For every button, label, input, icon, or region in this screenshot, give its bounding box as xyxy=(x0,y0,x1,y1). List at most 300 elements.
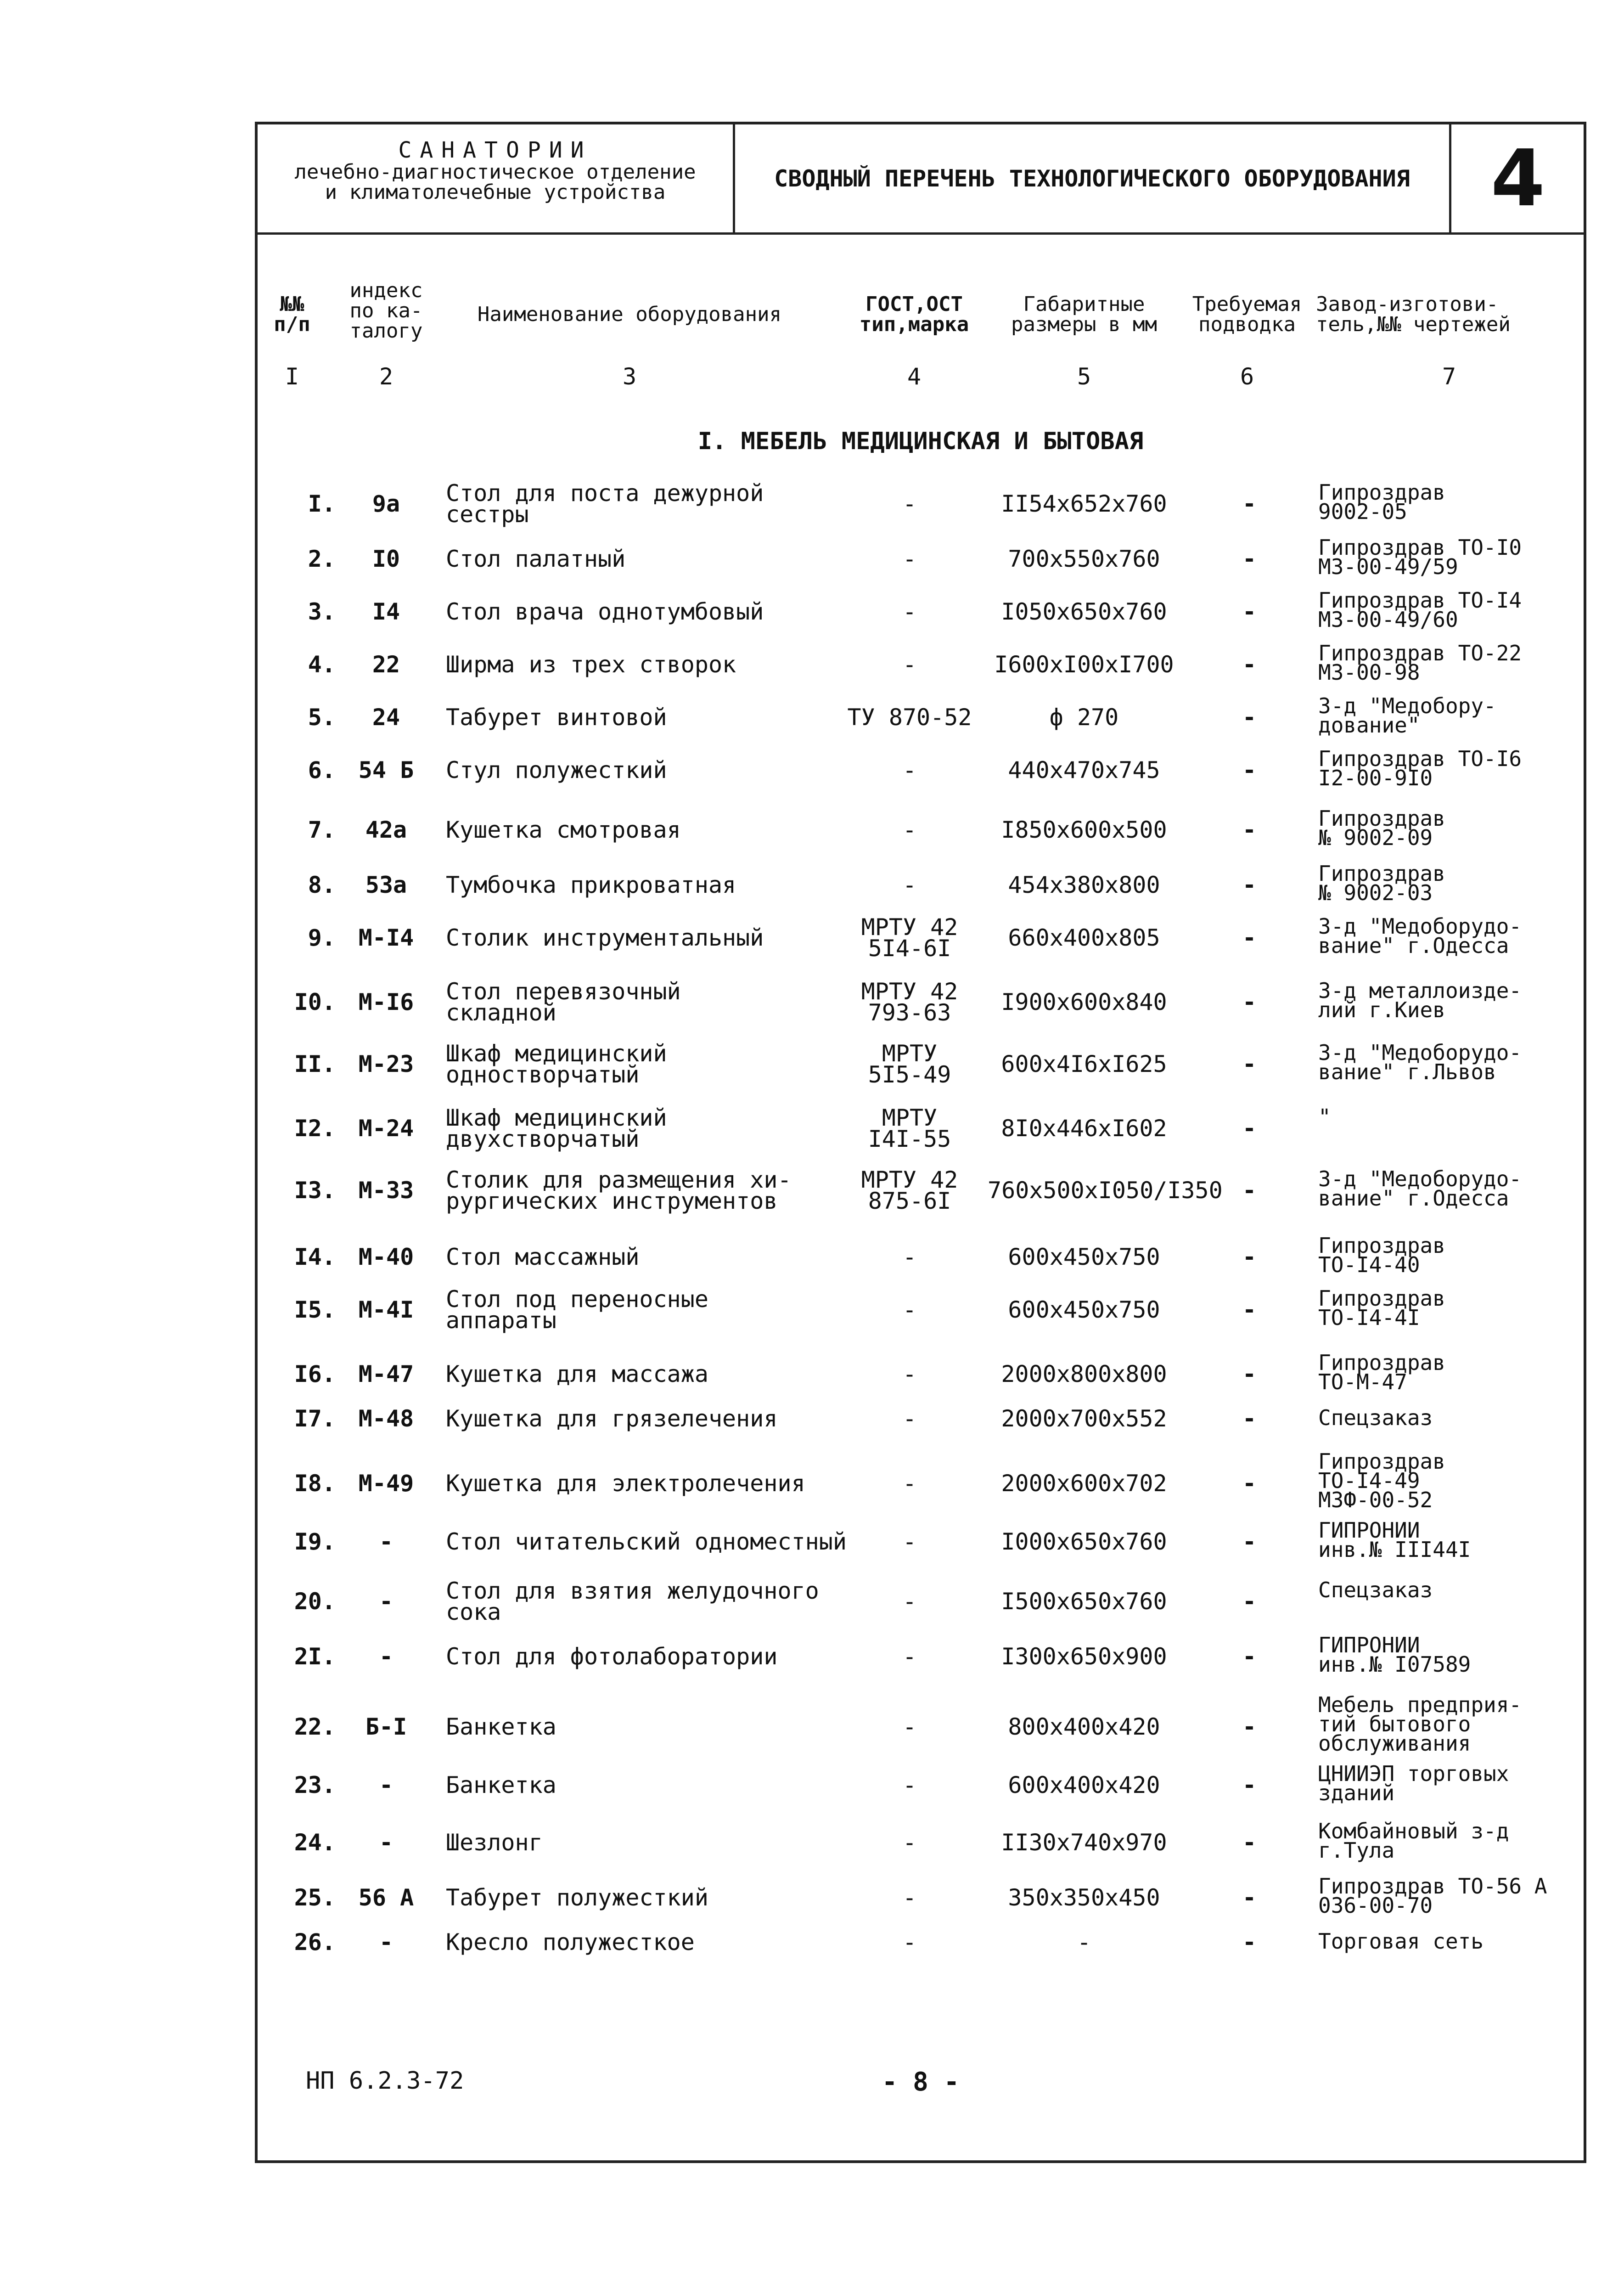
row-gost xyxy=(845,874,974,896)
row-maker-line: З-д "Медоборудо- xyxy=(1318,1167,1522,1191)
row-gost xyxy=(845,1470,974,1497)
row-maker-line: I2-00-9I0 xyxy=(1318,766,1433,790)
row-number-line: I7. xyxy=(294,1405,336,1432)
row-gost-line: 5I4-6I xyxy=(868,935,951,962)
row-name xyxy=(446,1643,841,1670)
row-gost xyxy=(845,1588,974,1615)
row-maker xyxy=(1318,1929,1575,1954)
row-name xyxy=(446,1286,841,1334)
row-supply xyxy=(1190,1405,1309,1432)
row-number-line: 24. xyxy=(294,1829,336,1856)
row-name-line: сока xyxy=(446,1599,501,1625)
col-header-supply xyxy=(1180,294,1314,335)
row-size xyxy=(988,1829,1180,1856)
row-maker-line: Мебель предприя- xyxy=(1318,1692,1522,1717)
row-maker-line: вание" г.Одесса xyxy=(1318,1186,1509,1211)
row-gost-line: - xyxy=(902,1643,917,1670)
row-size xyxy=(988,704,1180,731)
row-maker-line: 9002-05 xyxy=(1318,499,1407,524)
row-number-line: 7. xyxy=(308,817,336,843)
row-maker xyxy=(1318,1405,1575,1430)
row-maker-line: г.Тула xyxy=(1318,1838,1395,1863)
row-name xyxy=(446,1405,841,1432)
row-number xyxy=(258,1246,336,1268)
row-index xyxy=(345,1643,427,1670)
row-name-line: Стол читательский одноместный xyxy=(446,1528,847,1555)
row-maker-line: З-д "Медобору- xyxy=(1318,693,1496,718)
row-name xyxy=(446,480,841,528)
row-index xyxy=(345,1177,427,1204)
row-maker-line: вание" г.Львов xyxy=(1318,1059,1496,1084)
row-name xyxy=(446,1361,841,1387)
row-name xyxy=(446,1246,841,1268)
row-supply xyxy=(1190,1884,1309,1911)
row-number xyxy=(258,546,336,572)
row-supply xyxy=(1190,1361,1309,1387)
col-header-gost-l2: тип,марка xyxy=(859,313,969,336)
row-maker xyxy=(1318,480,1575,524)
row-name-line: рургических инструментов xyxy=(446,1188,778,1214)
row-gost xyxy=(845,914,974,962)
row-supply xyxy=(1190,1115,1309,1142)
row-maker-line: № 9002-09 xyxy=(1318,825,1433,850)
row-name-line: Стол палатный xyxy=(446,546,626,572)
row-maker-line: Комбайновый з-д xyxy=(1318,1819,1509,1843)
row-supply xyxy=(1190,757,1309,783)
row-maker-line: инв.№ III44I xyxy=(1318,1537,1471,1562)
row-name-line: Стол под переносные xyxy=(446,1286,708,1313)
row-number xyxy=(258,1470,336,1497)
row-size-line: 2000x600x702 xyxy=(1001,1470,1167,1497)
row-gost xyxy=(845,1713,974,1740)
row-maker xyxy=(1318,1167,1575,1211)
row-gost xyxy=(845,1772,974,1798)
row-maker-line: МЗ-00-49/59 xyxy=(1318,554,1458,579)
row-size xyxy=(988,1713,1180,1740)
page-footer-number: - 8 - xyxy=(882,2067,960,2097)
row-gost xyxy=(845,1829,974,1856)
row-maker-line: Гипроздрав ТО-I4 xyxy=(1318,588,1522,613)
row-size-line: 8I0x446xI602 xyxy=(1001,1115,1167,1142)
row-number-line: I2. xyxy=(294,1115,336,1142)
row-maker-line: ТО-М-47 xyxy=(1318,1369,1407,1394)
row-name-line: Стол для поста дежурной xyxy=(446,480,764,507)
row-number-line: 23. xyxy=(294,1772,336,1798)
row-index xyxy=(345,1829,427,1856)
row-supply xyxy=(1190,1051,1309,1077)
row-index xyxy=(345,1884,427,1911)
col-header-size-l2: размеры в мм xyxy=(1011,313,1157,336)
row-number-line: I4. xyxy=(294,1244,336,1270)
row-size xyxy=(988,989,1180,1015)
row-maker-line: инв.№ I07589 xyxy=(1318,1652,1471,1677)
row-number-line: I5. xyxy=(294,1296,336,1323)
row-maker xyxy=(1318,588,1575,632)
row-size xyxy=(988,924,1180,951)
row-size-line: I500x650x760 xyxy=(1001,1588,1167,1615)
row-maker-line: вание" г.Одесса xyxy=(1318,933,1509,958)
row-gost xyxy=(845,1528,974,1555)
row-number-line: I8. xyxy=(294,1470,336,1497)
col-header-gost-l1: ГОСТ,ОСТ xyxy=(865,293,963,316)
row-number-line: 22. xyxy=(294,1713,336,1740)
row-maker xyxy=(1318,746,1575,790)
row-number-line: 5. xyxy=(308,704,336,731)
row-maker-line: Гипроздрав xyxy=(1318,861,1445,886)
row-gost xyxy=(845,1296,974,1323)
row-name-line: одностворчатый xyxy=(446,1061,640,1088)
row-size xyxy=(988,817,1180,843)
row-index xyxy=(345,1772,427,1798)
row-number xyxy=(258,757,336,783)
row-name-line: Стол для фотолаборатории xyxy=(446,1643,778,1670)
row-index-line: М-48 xyxy=(358,1405,414,1432)
row-number xyxy=(258,704,336,731)
row-name xyxy=(446,924,841,951)
organization-title: САНАТОРИИ xyxy=(398,137,592,163)
row-gost-line: - xyxy=(902,1470,917,1497)
row-maker-line: обслуживания xyxy=(1318,1731,1471,1756)
row-name xyxy=(446,1107,841,1150)
row-number xyxy=(258,1829,336,1856)
row-name-line: Кушетка для электролечения xyxy=(446,1470,805,1497)
title-block xyxy=(258,124,1584,235)
row-name xyxy=(446,1169,841,1212)
row-size xyxy=(988,757,1180,783)
row-size-line: 600x450x750 xyxy=(1008,1244,1160,1270)
row-supply xyxy=(1190,651,1309,678)
row-maker-line: дование" xyxy=(1318,713,1420,738)
row-size-line: 660x400x805 xyxy=(1008,924,1160,951)
row-supply-line: - xyxy=(1242,1051,1257,1077)
row-number-line: II. xyxy=(294,1051,336,1077)
row-index-line: I4 xyxy=(372,598,400,625)
row-supply-line: - xyxy=(1242,1296,1257,1323)
row-gost-line: - xyxy=(902,757,917,783)
row-number-line: 4. xyxy=(308,651,336,678)
col-header-size-l1: Габаритные xyxy=(1023,293,1145,316)
row-supply-line: - xyxy=(1242,1470,1257,1497)
row-gost-line: - xyxy=(902,872,917,898)
col-number-7: 7 xyxy=(1442,363,1456,390)
row-maker-line: МЗФ-00-52 xyxy=(1318,1488,1433,1512)
row-name-line: Стол массажный xyxy=(446,1244,640,1270)
row-index xyxy=(345,924,427,951)
col-number-6: 6 xyxy=(1240,363,1254,390)
row-size xyxy=(988,1772,1180,1798)
row-supply xyxy=(1190,1246,1309,1268)
row-number-line: I. xyxy=(308,490,336,517)
col-number-4: 4 xyxy=(907,363,922,390)
row-maker-line: ГИПРОНИИ xyxy=(1318,1518,1420,1543)
row-number xyxy=(258,1588,336,1615)
row-gost-line: - xyxy=(902,598,917,625)
row-gost-line: - xyxy=(902,1929,917,1956)
row-maker-line: Спецзаказ xyxy=(1318,1405,1433,1430)
row-number xyxy=(258,1296,336,1323)
row-index xyxy=(345,1588,427,1615)
row-name xyxy=(446,1580,841,1623)
row-name-line: Табурет винтовой xyxy=(446,704,667,731)
row-index xyxy=(345,651,427,678)
row-gost-line: - xyxy=(902,817,917,843)
row-gost-line: - xyxy=(902,651,917,678)
row-size-line: - xyxy=(1077,1929,1091,1956)
row-index-line: М-I6 xyxy=(358,989,414,1015)
row-maker xyxy=(1318,1580,1575,1600)
col-number-1: I xyxy=(285,363,299,390)
row-size-line: I600xI00xI700 xyxy=(994,651,1174,678)
row-supply-line: - xyxy=(1242,1829,1257,1856)
organization-subtitle-2: и климатолечебные устройства xyxy=(325,180,666,204)
row-maker-line: ЦНИИЭП торговых xyxy=(1318,1761,1509,1786)
organization-cell xyxy=(258,124,735,232)
row-maker xyxy=(1318,1350,1575,1394)
row-gost xyxy=(845,757,974,783)
row-number-line: I3. xyxy=(294,1177,336,1204)
row-maker-line: Гипроздрав xyxy=(1318,480,1445,505)
row-index-line: М-4I xyxy=(358,1296,414,1323)
row-name xyxy=(446,1829,841,1856)
row-size xyxy=(988,1296,1180,1323)
row-name xyxy=(446,1040,841,1088)
row-name-line: Стол для взятия желудочного xyxy=(446,1578,819,1604)
row-gost-line: - xyxy=(902,546,917,572)
row-number-line: 3. xyxy=(308,598,336,625)
row-size-line: 760x500xI050/I350 xyxy=(988,1177,1223,1204)
row-maker-line: Гипроздрав ТО-I0 xyxy=(1318,535,1522,560)
row-size-line: 600x400x420 xyxy=(1008,1772,1160,1798)
row-supply-line: - xyxy=(1242,1643,1257,1670)
row-name-line: Кресло полужесткое xyxy=(446,1929,695,1956)
row-maker xyxy=(1318,1233,1575,1277)
row-gost xyxy=(845,1040,974,1088)
row-maker xyxy=(1318,535,1575,579)
col-header-num-l1: №№ xyxy=(280,293,304,316)
col-header-size xyxy=(992,294,1176,335)
row-maker xyxy=(1318,1040,1575,1084)
row-name-line: Тумбочка прикроватная xyxy=(446,872,736,898)
row-index-line: М-23 xyxy=(358,1051,414,1077)
row-number xyxy=(258,1051,336,1077)
row-number-line: 8. xyxy=(308,872,336,898)
col-header-supply-l1: Требуемая xyxy=(1192,293,1302,316)
row-size-line: I900x600x840 xyxy=(1001,989,1167,1015)
row-name xyxy=(446,1929,841,1956)
row-size-line: 700x550x760 xyxy=(1008,546,1160,572)
row-index xyxy=(345,490,427,517)
row-number xyxy=(258,1528,336,1555)
row-index xyxy=(345,989,427,1015)
row-supply-line: - xyxy=(1242,704,1257,731)
row-gost-line: - xyxy=(902,1528,917,1555)
row-gost xyxy=(845,978,974,1026)
row-maker-line: № 9002-03 xyxy=(1318,880,1433,905)
row-size xyxy=(988,1588,1180,1615)
row-supply xyxy=(1190,1713,1309,1740)
row-gost xyxy=(845,1884,974,1911)
row-name-line: Банкетка xyxy=(446,1772,556,1798)
row-index-line: - xyxy=(379,1528,393,1555)
row-supply xyxy=(1190,546,1309,572)
row-gost xyxy=(845,598,974,625)
row-maker xyxy=(1318,641,1575,685)
row-maker-line: Гипроздрав ТО-56 А xyxy=(1318,1874,1547,1899)
col-header-maker xyxy=(1316,294,1582,335)
row-supply xyxy=(1190,1177,1309,1204)
row-name-line: Столик для размещения хи- xyxy=(446,1167,792,1193)
row-number xyxy=(258,1772,336,1798)
row-maker-line: З-д металлоизде- xyxy=(1318,978,1522,1003)
row-index-line: - xyxy=(379,1588,393,1615)
row-size xyxy=(988,1528,1180,1555)
row-number-line: 26. xyxy=(294,1929,336,1956)
row-maker xyxy=(1318,914,1575,958)
row-number xyxy=(258,874,336,896)
row-maker xyxy=(1318,861,1575,905)
row-supply xyxy=(1190,1929,1309,1956)
row-name xyxy=(446,978,841,1026)
row-maker-line: З-д "Медоборудо- xyxy=(1318,1040,1522,1065)
col-number-2: 2 xyxy=(379,363,393,390)
row-maker-line: Гипроздрав xyxy=(1318,1350,1445,1375)
row-supply xyxy=(1190,1296,1309,1323)
row-number xyxy=(258,989,336,1015)
row-index-line: - xyxy=(379,1929,393,1956)
row-number xyxy=(258,651,336,678)
row-maker-line: лий г.Киев xyxy=(1318,997,1445,1022)
row-gost-line: - xyxy=(902,1829,917,1856)
row-number-line: 6. xyxy=(308,757,336,783)
row-size xyxy=(988,1929,1180,1956)
row-supply-line: - xyxy=(1242,872,1257,898)
row-size-line: I300x650x900 xyxy=(1001,1643,1167,1670)
page-frame xyxy=(255,122,1586,2163)
row-name xyxy=(446,1772,841,1798)
row-number-line: 25. xyxy=(294,1884,336,1911)
row-gost-line: МРТУ xyxy=(882,1105,938,1131)
row-name xyxy=(446,1713,841,1740)
row-name-line: аппараты xyxy=(446,1307,556,1334)
row-index-line: 42а xyxy=(365,817,407,843)
row-gost-line: МРТУ 42 xyxy=(861,914,958,941)
row-name-line: Столик инструментальный xyxy=(446,924,764,951)
row-gost xyxy=(845,1361,974,1387)
col-header-gost xyxy=(850,294,978,335)
row-index-line: Б-I xyxy=(365,1713,407,1740)
row-index-line: - xyxy=(379,1643,393,1670)
row-index-line: М-49 xyxy=(358,1470,414,1497)
row-index xyxy=(345,1361,427,1387)
row-gost xyxy=(845,817,974,843)
row-size xyxy=(988,651,1180,678)
row-supply xyxy=(1190,1588,1309,1615)
row-index-line: 53а xyxy=(365,872,407,898)
row-supply-line: - xyxy=(1242,1884,1257,1911)
row-size xyxy=(988,874,1180,896)
row-maker xyxy=(1318,1286,1575,1330)
row-name xyxy=(446,1470,841,1497)
row-name-line: Стол врача однотумбовый xyxy=(446,598,764,625)
row-gost xyxy=(845,1643,974,1670)
row-index xyxy=(345,817,427,843)
row-maker xyxy=(1318,806,1575,850)
row-size-line: I000x650x760 xyxy=(1001,1528,1167,1555)
row-gost-line: - xyxy=(902,1884,917,1911)
row-number-line: 20. xyxy=(294,1588,336,1615)
row-index xyxy=(345,598,427,625)
page-number: 4 xyxy=(1490,133,1545,224)
row-maker xyxy=(1318,1633,1575,1677)
row-maker-line: МЗ-00-98 xyxy=(1318,660,1420,685)
row-index-line: 22 xyxy=(372,651,400,678)
row-number-line: I9. xyxy=(294,1528,336,1555)
row-gost-line: 875-6I xyxy=(868,1188,951,1214)
row-number-line: 9. xyxy=(308,924,336,951)
row-gost-line: - xyxy=(902,1361,917,1387)
row-gost-line: - xyxy=(902,490,917,517)
row-supply-line: - xyxy=(1242,1772,1257,1798)
row-supply-line: - xyxy=(1242,1115,1257,1142)
row-size xyxy=(988,1405,1180,1432)
row-maker xyxy=(1318,1874,1575,1918)
row-maker-line: ТО-I4-40 xyxy=(1318,1252,1420,1277)
row-size-line: 2000x800x800 xyxy=(1001,1361,1167,1387)
col-header-maker-l1: Завод-изготови- xyxy=(1316,293,1499,316)
row-size xyxy=(988,1361,1180,1387)
row-supply-line: - xyxy=(1242,1713,1257,1740)
row-maker-line: Гипроздрав xyxy=(1318,1233,1445,1258)
row-maker-line: ТО-I4-49 xyxy=(1318,1468,1420,1493)
row-number-line: I6. xyxy=(294,1361,336,1387)
organization-subtitle-1: лечебно-диагностическое отделение xyxy=(294,160,696,184)
col-header-name: Наименование оборудования xyxy=(477,303,782,326)
row-number-line: 2. xyxy=(308,546,336,572)
row-size xyxy=(988,546,1180,572)
row-index xyxy=(345,1296,427,1323)
row-maker xyxy=(1318,1692,1575,1756)
col-header-maker-l2: тель,№№ чертежей xyxy=(1316,313,1511,336)
row-gost-line: - xyxy=(902,1405,917,1432)
row-index xyxy=(345,1246,427,1268)
row-maker-line: Гипроздрав xyxy=(1318,1449,1445,1474)
row-size-line: 350x350x450 xyxy=(1008,1884,1160,1911)
row-number xyxy=(258,1177,336,1204)
col-number-3: 3 xyxy=(622,363,637,390)
row-name-line: Табурет полужесткий xyxy=(446,1884,708,1911)
row-number xyxy=(258,1405,336,1432)
row-supply xyxy=(1190,704,1309,731)
row-gost-line: - xyxy=(902,1713,917,1740)
row-gost xyxy=(845,704,974,731)
row-number xyxy=(258,1115,336,1142)
col-header-supply-l2: подводка xyxy=(1198,313,1296,336)
row-maker-line: 036-00-70 xyxy=(1318,1893,1433,1918)
row-name xyxy=(446,546,841,572)
row-index-line: М-I4 xyxy=(358,924,414,951)
row-size xyxy=(988,1884,1180,1911)
row-number xyxy=(258,924,336,951)
row-supply xyxy=(1190,1829,1309,1856)
row-supply-line: - xyxy=(1242,651,1257,678)
row-number xyxy=(258,1929,336,1956)
row-index-line: М-33 xyxy=(358,1177,414,1204)
row-index-line: М-47 xyxy=(358,1361,414,1387)
row-supply-line: - xyxy=(1242,1528,1257,1555)
row-name-line: Стол перевязочный xyxy=(446,978,681,1005)
row-name xyxy=(446,874,841,896)
row-maker-line: ТО-I4-4I xyxy=(1318,1305,1420,1330)
